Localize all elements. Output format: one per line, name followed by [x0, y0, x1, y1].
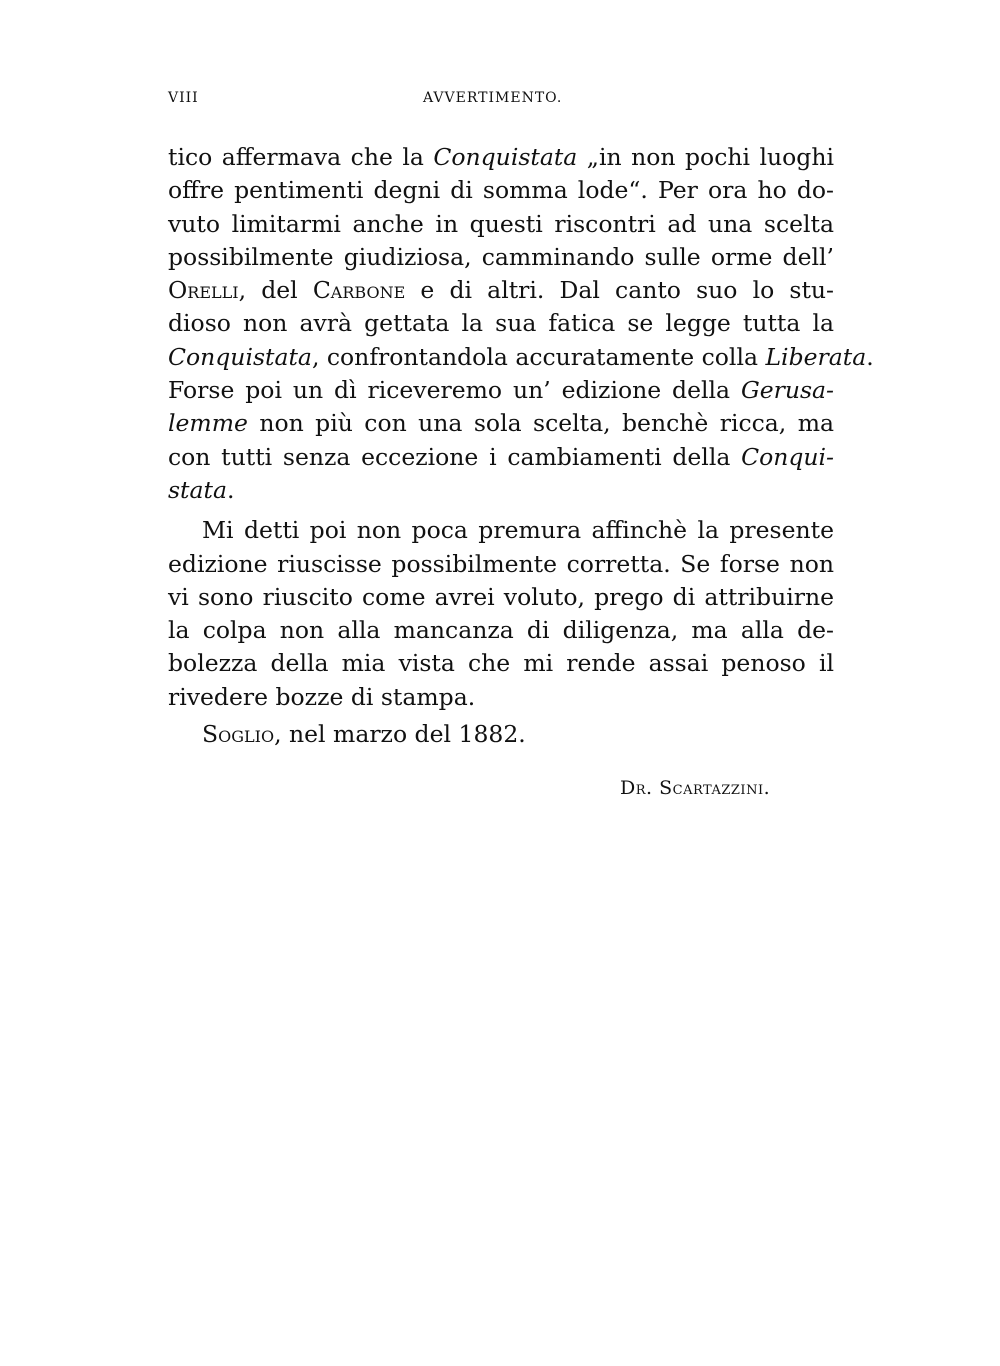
body-text	[168, 141, 874, 714]
paragraph-2	[168, 514, 834, 714]
page-number: VIII	[168, 90, 199, 106]
text-line: offre pentimenti degni di somma lode“. Per ora ho do-	[168, 176, 834, 205]
text-line: possibilmente giudiziosa, camminando sulle orme dell’	[168, 242, 834, 271]
text-line: dioso non avrà gettata la sua fatica se legge tutta la	[168, 309, 834, 338]
place-and-date	[202, 718, 526, 751]
author-name: Carbone	[312, 276, 406, 305]
running-head-title: AVVERTIMENTO.	[423, 90, 563, 106]
text-line: Mi detti poi non poca premura affinchè la presente	[202, 516, 834, 545]
paragraph-1	[168, 141, 874, 507]
running-head	[168, 90, 834, 114]
italic-title: Conqui-	[741, 442, 834, 471]
italic-title: Conquistata	[433, 143, 578, 171]
signature-name: Scartazzini.	[659, 777, 771, 799]
text-line: edizione riuscisse possibilmente corretta. Se forse non	[168, 549, 834, 578]
place-name: Soglio	[202, 720, 275, 748]
text-line: lemme non più con una sola scelta, benchè ricca, ma	[168, 409, 834, 438]
text-line: Conquistata, confrontandola accuratamente colla Liberata.	[168, 342, 874, 371]
date-text: , nel marzo del 1882.	[274, 720, 526, 748]
italic-title: Gerusa-	[740, 376, 834, 405]
author-name: Orelli	[168, 276, 239, 305]
text-line: rivedere bozze di stampa.	[168, 682, 476, 711]
text-line: la colpa non alla mancanza di diligenza, ma alla de-	[168, 616, 834, 645]
text-line: vi sono riuscito come avrei voluto, prego di attribuirne	[168, 582, 834, 611]
signature	[620, 772, 770, 805]
text-line: vuto limitarmi anche in questi riscontri ad una scelta	[168, 209, 834, 238]
text-line: tico affermava che la Conquistata „in non pochi luoghi	[168, 143, 834, 171]
paragraph-gap	[168, 507, 834, 514]
text-line: con tutti senza eccezione i cambiamenti della Conqui-	[168, 442, 834, 471]
italic-title: lemme	[168, 409, 248, 438]
text-line: stata.	[168, 475, 235, 504]
text-line: bolezza della mia vista che mi rende assai penoso il	[168, 649, 834, 678]
italic-title: stata	[168, 475, 227, 504]
italic-title: Conquistata	[168, 342, 312, 371]
text-line: Forse poi un dì riceveremo un’ edizione della Gerusa-	[168, 376, 834, 405]
text-line: Orelli, del Carbone e di altri. Dal canto suo lo stu-	[168, 276, 834, 305]
signature-title: Dr.	[620, 777, 653, 799]
italic-title: Liberata	[765, 342, 867, 371]
